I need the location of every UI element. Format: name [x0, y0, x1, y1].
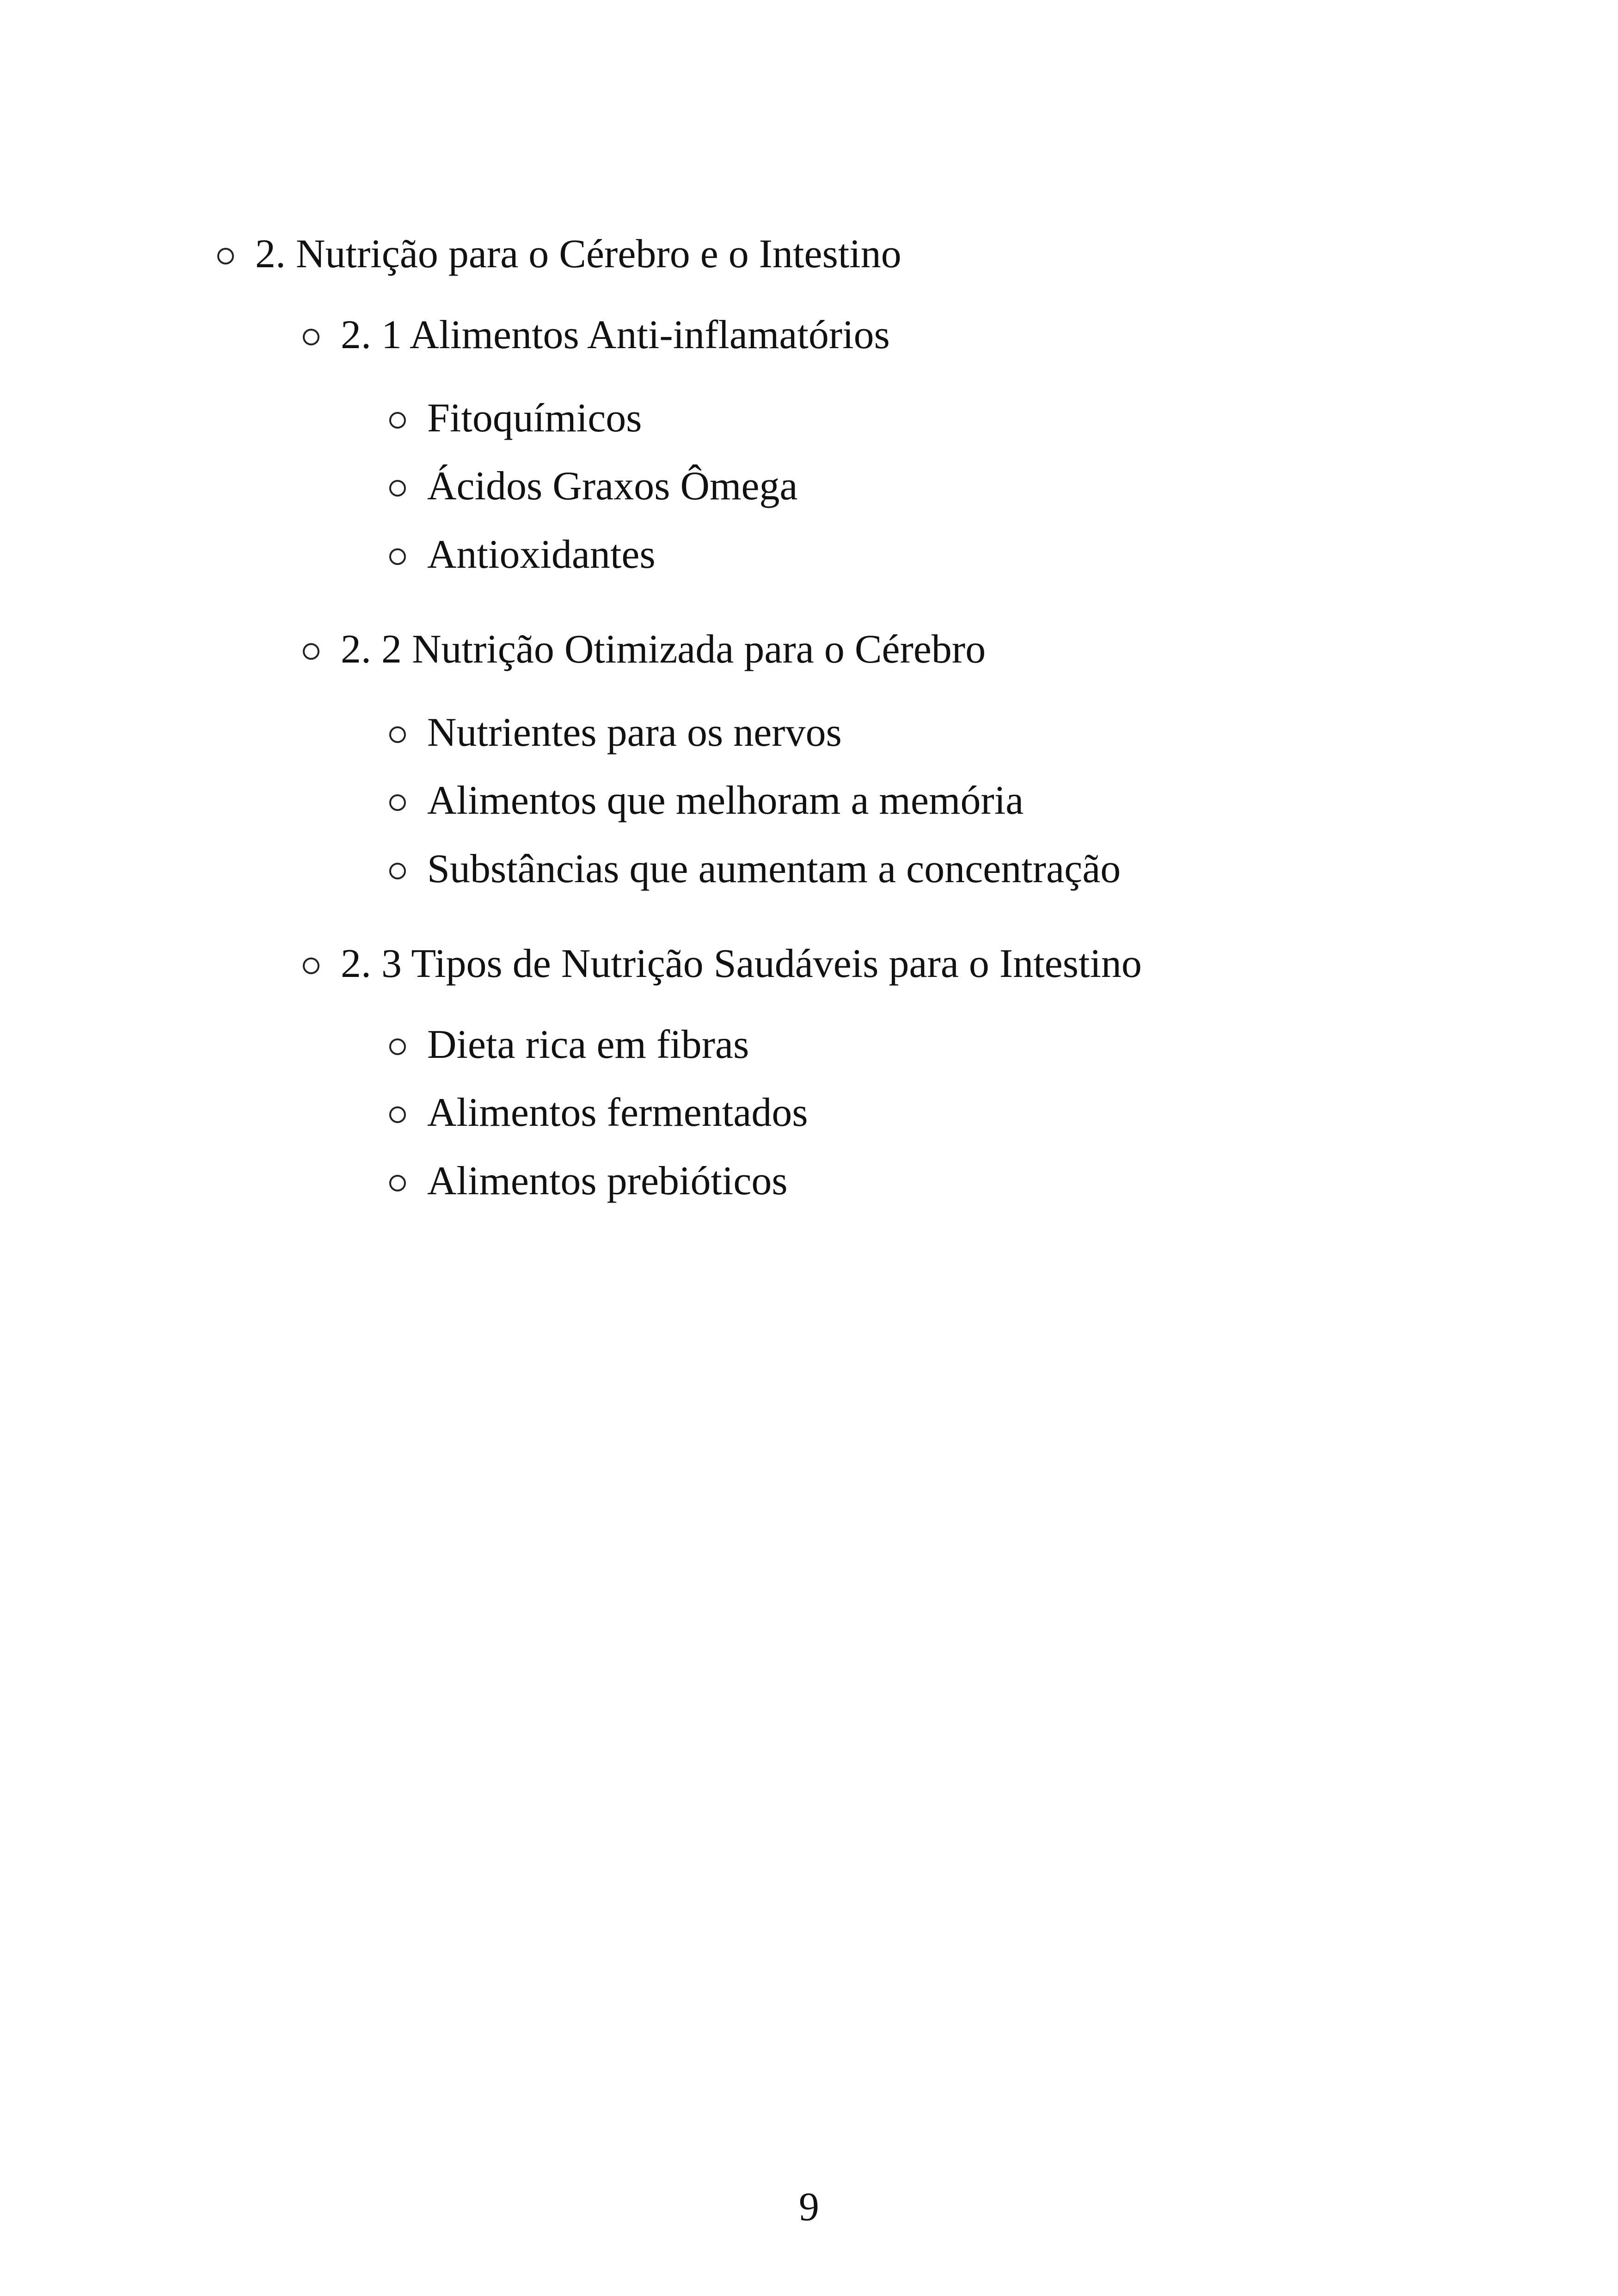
outline-subsection: [303, 310, 890, 361]
circle-bullet-icon: [389, 863, 406, 879]
item-label: Fitoquímicos: [427, 396, 642, 441]
circle-bullet-icon: [389, 726, 406, 743]
item-label: Substâncias que aumentam a concentração: [427, 847, 1121, 891]
outline-item: [389, 1019, 749, 1070]
subsection-title: 2. 3 Tipos de Nutrição Saudáveis para o Intestino: [341, 941, 1142, 986]
circle-bullet-icon: [389, 548, 406, 565]
item-label: Nutrientes para os nervos: [427, 710, 842, 755]
outline-subsection: [303, 939, 1142, 989]
circle-bullet-icon: [389, 1038, 406, 1055]
circle-bullet-icon: [389, 480, 406, 497]
circle-bullet-icon: [389, 1175, 406, 1191]
circle-bullet-icon: [303, 643, 319, 660]
outline-item: [389, 844, 1121, 895]
item-label: Ácidos Graxos Ômega: [427, 464, 798, 509]
outline-item: [389, 1156, 788, 1207]
page-number: 9: [799, 2185, 819, 2229]
outline-subsection: [303, 624, 986, 675]
circle-bullet-icon: [389, 1106, 406, 1123]
circle-bullet-icon: [389, 794, 406, 811]
circle-bullet-icon: [303, 329, 319, 345]
circle-bullet-icon: [217, 248, 234, 264]
section-title: 2. Nutrição para o Cérebro e o Intestino: [255, 232, 901, 276]
subsection-title: 2. 2 Nutrição Otimizada para o Cérebro: [341, 627, 986, 672]
item-label: Alimentos que melhoram a memória: [427, 778, 1024, 823]
circle-bullet-icon: [389, 412, 406, 429]
item-label: Alimentos prebióticos: [427, 1159, 788, 1203]
outline-section: [217, 229, 901, 280]
outline-item: [389, 393, 642, 444]
outline-item: [389, 529, 656, 580]
outline-item: [389, 1087, 808, 1138]
item-label: Antioxidantes: [427, 532, 656, 577]
outline-item: [389, 775, 1024, 826]
outline-item: [389, 461, 798, 512]
item-label: Alimentos fermentados: [427, 1090, 808, 1135]
item-label: Dieta rica em fibras: [427, 1022, 749, 1067]
circle-bullet-icon: [303, 958, 319, 974]
outline-item: [389, 707, 842, 758]
subsection-title: 2. 1 Alimentos Anti-inflamatórios: [341, 313, 890, 357]
